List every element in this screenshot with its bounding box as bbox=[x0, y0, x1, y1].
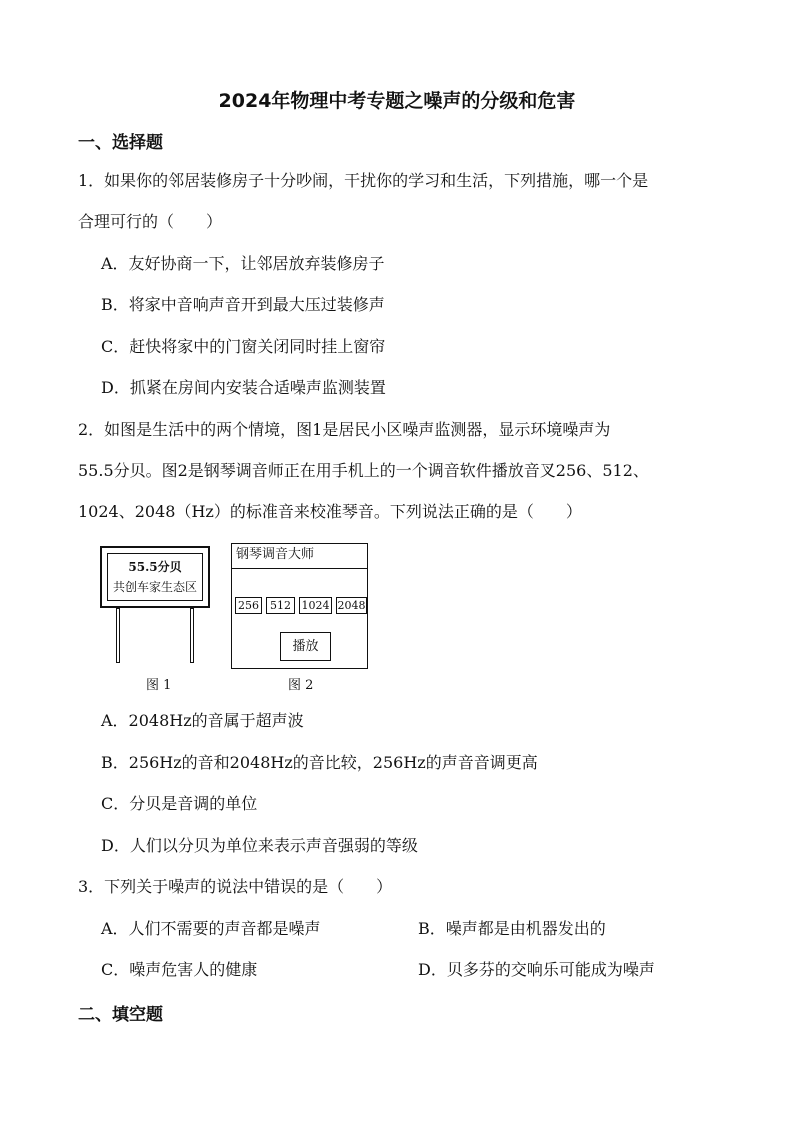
section-heading-choice: 一、选择题 bbox=[78, 133, 163, 153]
figure-2-label: 图 2 bbox=[288, 678, 314, 693]
page-title: 2024年物理中考专题之噪声的分级和危害 bbox=[218, 90, 576, 112]
question-2-option-c: C．分贝是音调的单位 bbox=[101, 794, 258, 813]
question-1-text: 1．如果你的邻居装修房子十分吵闹，干扰你的学习和生活，下列措施，哪一个是 bbox=[78, 171, 649, 190]
noise-monitor-display bbox=[107, 553, 203, 601]
question-3-option-b: B．噪声都是由机器发出的 bbox=[418, 919, 606, 938]
figure-1-label: 图 1 bbox=[146, 678, 172, 693]
question-1-option-b: B．将家中音响声音开到最大压过装修声 bbox=[101, 295, 385, 314]
noise-level-value: 55.5分贝 bbox=[128, 560, 182, 574]
question-2-text: 1024、2048（Hz）的标准音来校准琴音。下列说法正确的是（ ） bbox=[78, 502, 582, 521]
question-2-option-d: D．人们以分贝为单位来表示声音强弱的等级 bbox=[101, 836, 418, 855]
tuner-app-title: 钢琴调音大师 bbox=[232, 544, 367, 569]
question-3-text: 3．下列关于噪声的说法中错误的是（ ） bbox=[78, 877, 393, 896]
frequency-button-1024: 1024 bbox=[299, 597, 332, 614]
tuner-app-screen bbox=[231, 543, 368, 669]
section-heading-fill-blank: 二、填空题 bbox=[78, 1005, 163, 1025]
question-1-option-d: D．抓紧在房间内安装合适噪声监测装置 bbox=[101, 378, 386, 397]
frequency-button-512: 512 bbox=[266, 597, 295, 614]
question-3-option-a: A．人们不需要的声音都是噪声 bbox=[101, 919, 321, 938]
question-3-option-c: C．噪声危害人的健康 bbox=[101, 960, 258, 979]
frequency-button-2048: 2048 bbox=[337, 599, 366, 612]
question-2-text: 2．如图是生活中的两个情境，图1是居民小区噪声监测器，显示环境噪声为 bbox=[78, 420, 611, 439]
frequency-button-256: 256 bbox=[235, 597, 262, 614]
play-button: 播放 bbox=[280, 632, 331, 661]
question-1-text: 合理可行的（ ） bbox=[78, 212, 223, 231]
community-caption: 共创车家生态区 bbox=[112, 580, 197, 594]
question-2-option-a: A．2048Hz的音属于超声波 bbox=[101, 711, 304, 730]
question-1-option-c: C．赶快将家中的门窗关闭同时挂上窗帘 bbox=[101, 337, 386, 356]
question-1-option-a: A．友好协商一下，让邻居放弃装修房子 bbox=[101, 254, 385, 273]
sign-post-right bbox=[190, 608, 194, 663]
noise-monitor-sign bbox=[100, 546, 210, 608]
sign-post-left bbox=[116, 608, 120, 663]
question-3-option-d: D．贝多芬的交响乐可能成为噪声 bbox=[418, 960, 655, 979]
question-2-text: 55.5分贝。图2是钢琴调音师正在用手机上的一个调音软件播放音叉256、512、 bbox=[78, 461, 649, 480]
question-2-option-b: B．256Hz的音和2048Hz的音比较，256Hz的声音音调更高 bbox=[101, 753, 538, 772]
